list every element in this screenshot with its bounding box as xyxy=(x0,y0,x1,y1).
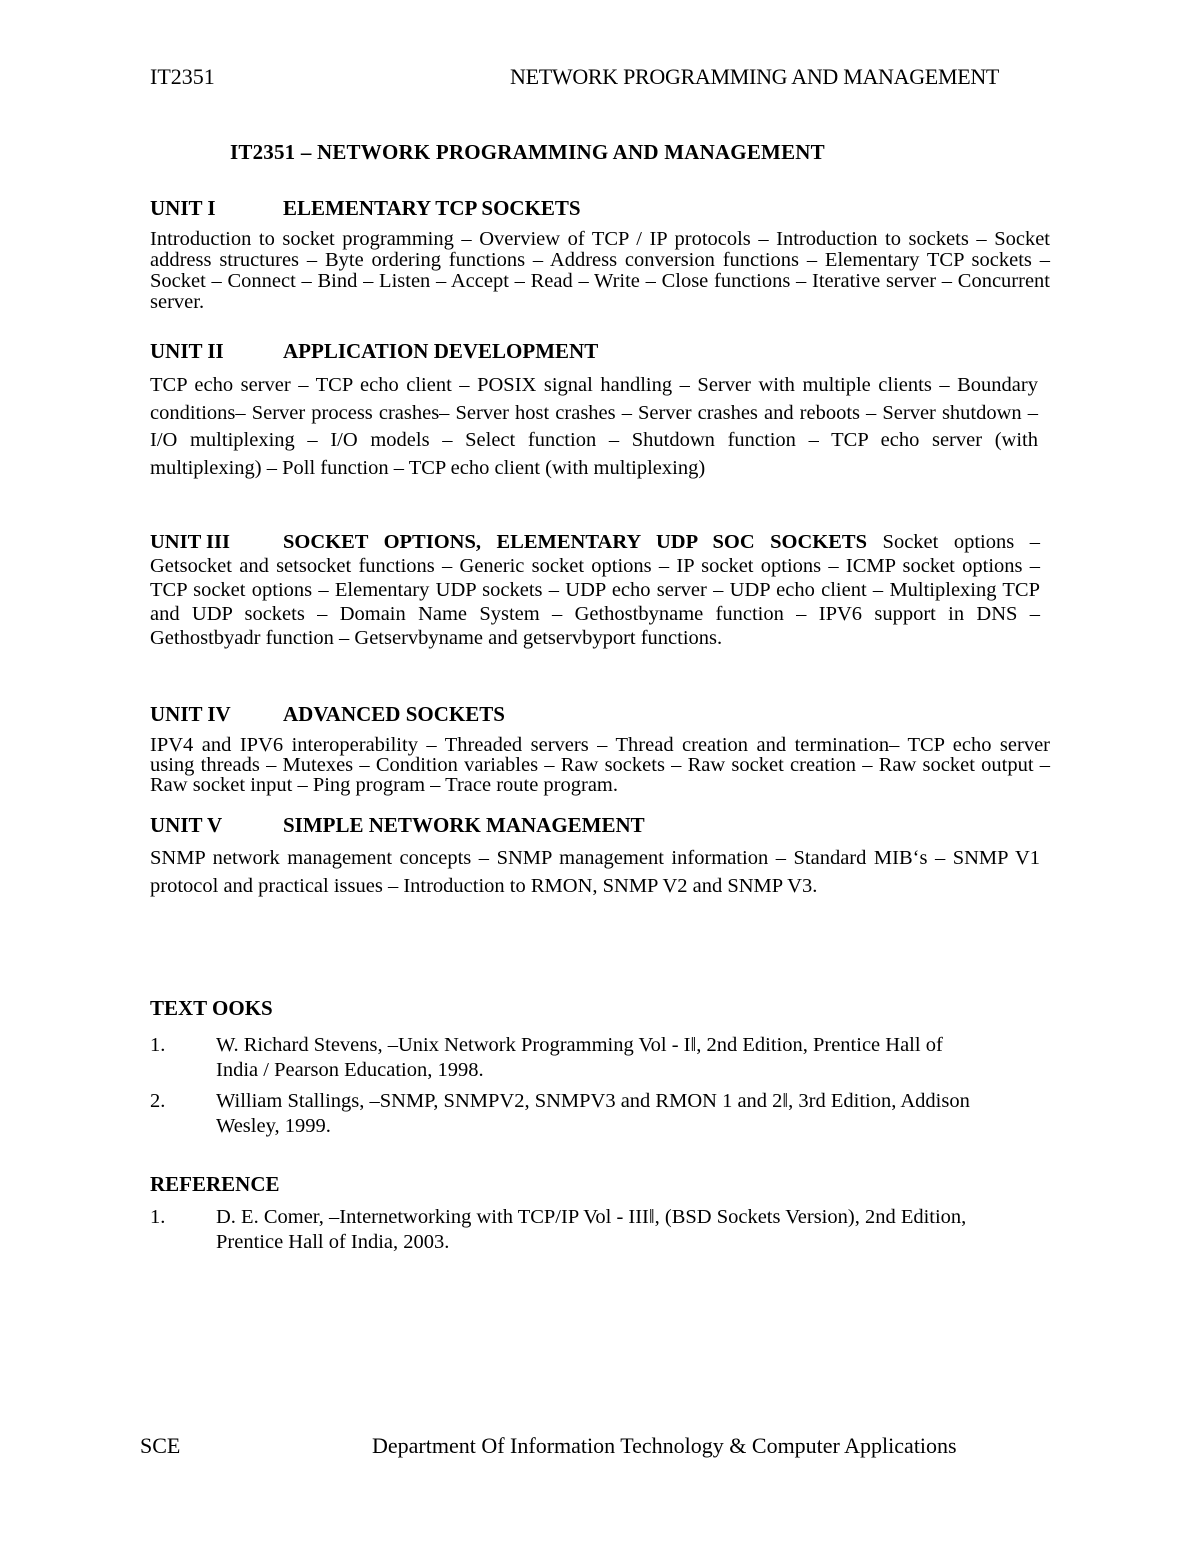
unit-1-content: Introduction to socket programming – Overview of TCP / IP protocols – Introduction to sockets – Socket address structures – Byte ordering functions – Address conversion functions – Elementary TCP sockets – Socket – Connect – Bind – Listen – Accept – Read – Write – Close functions – Iterative server – Concurrent server. xyxy=(150,228,1050,313)
textbook-item-text: William Stallings, –SNMP, SNMPV2, SNMPV3 and RMON 1 and 2‖, 3rd Edition, Addison Wesley, 1999. xyxy=(216,1090,970,1137)
reference-item-number: 1. xyxy=(150,1206,166,1228)
unit-4-number: UNIT IV xyxy=(150,702,231,726)
unit-3-block xyxy=(150,530,1040,650)
unit-3-title: SOCKET OPTIONS, ELEMENTARY UDP SOC SOCKETS xyxy=(283,531,868,553)
textbook-item-text: W. Richard Stevens, –Unix Network Programming Vol - I‖, 2nd Edition, Prentice Hall of India / Pearson Education, 1998. xyxy=(216,1034,943,1081)
unit-2-heading xyxy=(150,339,598,364)
unit-5-heading xyxy=(150,813,645,838)
unit-5-number: UNIT V xyxy=(150,813,223,837)
unit-2-number: UNIT II xyxy=(150,339,224,363)
unit-1-number: UNIT I xyxy=(150,196,216,220)
unit-4-heading xyxy=(150,702,505,727)
unit-3-number: UNIT III xyxy=(150,531,230,553)
textbook-item-number: 1. xyxy=(150,1034,166,1056)
reference-item-text: D. E. Comer, –Internetworking with TCP/IP Vol - III‖, (BSD Sockets Version), 2nd Edition, Prentice Hall of India, 2003. xyxy=(216,1206,967,1253)
reference-heading: REFERENCE xyxy=(150,1172,280,1196)
header-course-name: NETWORK PROGRAMMING AND MANAGEMENT xyxy=(510,64,1000,89)
footer-department: Department Of Information Technology & Computer Applications xyxy=(372,1433,957,1458)
unit-4-content: IPV4 and IPV6 interoperability – Threaded servers – Thread creation and termination– TCP echo server using threads – Mutexes – Condition variables – Raw sockets – Raw socket creation – Raw socket output – Raw socket input – Ping program – Trace route program. xyxy=(150,734,1050,796)
footer-institution: SCE xyxy=(140,1433,181,1458)
unit-2-content: TCP echo server – TCP echo client – POSIX signal handling – Server with multiple clients – Boundary conditions– Server process crashes– Server host crashes – Server crashes and reboots – Server shutdown – I/O multiplexing – I/O models – Select function – Shutdown function – TCP echo server (with multiplexing) – Poll function – TCP echo client (with multiplexing) xyxy=(150,374,1038,479)
unit-1-heading xyxy=(150,196,581,221)
header-course-code: IT2351 xyxy=(150,64,215,89)
unit-2-title: APPLICATION DEVELOPMENT xyxy=(283,339,599,363)
unit-3-content: Socket options – Getsocket and setsocket functions – Generic socket options – IP socket options – ICMP socket options – TCP socket options – Elementary UDP sockets – UDP echo server – UDP echo client – Multiplexing TCP and UDP sockets – Domain Name System – Gethostbyname function – IPV6 support in DNS – Gethostbyadr function – Getservbyname and getservbyport functions. xyxy=(150,531,1041,649)
unit-5-title: SIMPLE NETWORK MANAGEMENT xyxy=(283,813,645,837)
document-title: IT2351 – NETWORK PROGRAMMING AND MANAGEMENT xyxy=(230,140,825,164)
unit-3-heading xyxy=(150,531,867,553)
unit-5-content: SNMP network management concepts – SNMP management information – Standard MIB‘s – SNMP V1 protocol and practical issues – Introduction to RMON, SNMP V2 and SNMP V3. xyxy=(150,847,1040,897)
unit-4-title: ADVANCED SOCKETS xyxy=(283,702,505,726)
unit-1-title: ELEMENTARY TCP SOCKETS xyxy=(283,196,581,220)
textbooks-heading: TEXT OOKS xyxy=(150,996,273,1020)
textbook-item-number: 2. xyxy=(150,1090,166,1112)
